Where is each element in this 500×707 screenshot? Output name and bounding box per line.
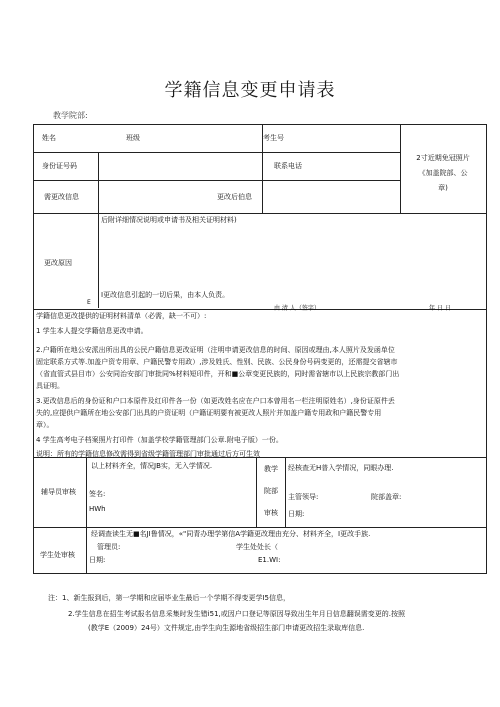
row-line [34, 152, 400, 153]
page-title: 学籍信息变更申请表 [164, 80, 336, 101]
department-label: 教学院部: [53, 111, 88, 120]
dept-review-col-3: 审核 [264, 509, 278, 517]
materials-item-2-line-2: 固定联系方式等.加盖户资专用章、户籍民警专用政）,涉及姓氏、性别、民族、公民身份号码变更的，还需提交省辖市 [36, 358, 398, 366]
reason-description: 后附详细情况说明或申请书及相关证明材料) [101, 216, 237, 224]
col-line [98, 152, 99, 308]
col-line [86, 457, 87, 573]
photo-note-1: 2寸近期免冠照片 [416, 154, 470, 162]
row-line [34, 527, 486, 528]
materials-item-3-line-3: 章）。 [36, 421, 54, 429]
materials-item-3-line-1: 3.更改信息后的身份证和户口本原件及红印件各一份（如更改姓名应在户口本曾用名一栏注明原姓名）,身份证原件丢 [36, 397, 395, 405]
materials-header: 学籍信息更改提供的证明材料清单（必需，缺一不可）: [36, 312, 207, 320]
counselor-review-label: 辅导员审核 [41, 488, 76, 496]
col-line [262, 152, 263, 213]
photo-note-3: 章) [438, 184, 448, 192]
row-line [34, 309, 486, 310]
office-date-label: 日期: [89, 556, 106, 564]
id-number-label: 身份证号码 [42, 162, 77, 170]
dept-review-col-2: 院部 [264, 487, 278, 495]
name-label: 姓名 [42, 134, 56, 142]
phone-label: 联系电话 [274, 162, 302, 170]
materials-item-4: 4 学生高考电子档案照片打印件（加盖学校学籍管理部门公章.附电子版）一份。 [36, 436, 283, 444]
application-form [33, 124, 487, 574]
reason-marker: E [87, 299, 91, 306]
reason-label: 更改原因 [44, 259, 72, 267]
note-1: 注：1、新生报到后，第一学期和应届毕业生最后一个学期不得变更学I5信息， [48, 594, 290, 602]
reason-date-clipped: 年 日 日 [429, 305, 451, 312]
exam-no-label: 考生号 [263, 134, 284, 142]
dept-seal-label: 院部盖章: [371, 493, 402, 501]
materials-item-2-line-4: 具证明。 [36, 382, 64, 390]
dept-verification: 经核查无H普入学情况，同眼办理. [288, 464, 394, 472]
materials-item-2-line-3: （省直管式县目市）公安同治安部门审批同%材料短印件，开和■公章变更民族的，同时需省辖市以上民族宗教部门出 [36, 370, 400, 378]
row-line [34, 180, 400, 181]
admin-label: 管理员: [97, 543, 121, 551]
counselor-signature-label: 签名: [89, 490, 106, 498]
reason-signature-clipped: 由 清 人（签字） [274, 305, 320, 312]
field-after-label: 更改后伯息 [217, 193, 252, 201]
class-label: 班级 [126, 134, 140, 142]
field-before-label: 需更改信息 [44, 193, 79, 201]
photo-note-2: 《加盖院部、公 [418, 169, 468, 177]
notes [48, 593, 494, 633]
dept-leader-label: 主管领导: [288, 493, 319, 501]
reason-pledge: I更改信息引起的一切后果，由本人负责。 [101, 291, 230, 299]
office-head-label: 学生处处长（ [236, 543, 278, 551]
materials-item-2-line-1: 2.户籍所在地公安派出所出具的公民户籍信息更改证明（注明申请更改信息的时间、原因或理由,本人照片及发函单位 [36, 346, 395, 354]
materials-note-clipped: 说明：所有的学籍信息修改需得到省级学籍管理部门审批通过后方可生效 [36, 450, 260, 458]
materials-item-1: 1 学生本人提交学籍信息更改申请。 [36, 327, 148, 335]
row-line [34, 213, 486, 214]
note-2: 2.学生信息在招生考试报名信息采集时发生错i51,或因户口登记等原因导致出生年月日信息翻误需变更的.按照 [68, 610, 405, 618]
office-e1-label: E1.WI: [258, 556, 281, 564]
col-line [285, 457, 286, 527]
materials-item-3-line-2: 失的,应提供户籍所在地公安部门出具的户资证明（户籍证明要有被更改人照片并加盖户籍专用政和户籍民警专用 [36, 409, 382, 417]
student-office-opinion: 经调查读生无■名JI鲁情况，«"同青办理学第信A学籍更改理由充分、材料齐全，I更改手族. [91, 530, 371, 538]
counselor-hwh: HWh [89, 505, 106, 513]
counselor-confirmation: 以上材料齐全，情况JB实，无入学情况. [91, 462, 213, 470]
dept-date-label: 日期: [288, 510, 305, 518]
dept-review-col-1: 教学 [264, 465, 278, 473]
row-line [34, 124, 486, 125]
note-3: (教学E（2009）24号）文件规定,由学生向生源地省级招生部门申请更改招生录取库信息. [88, 624, 365, 632]
student-office-review-label: 学生处审核 [40, 551, 75, 559]
